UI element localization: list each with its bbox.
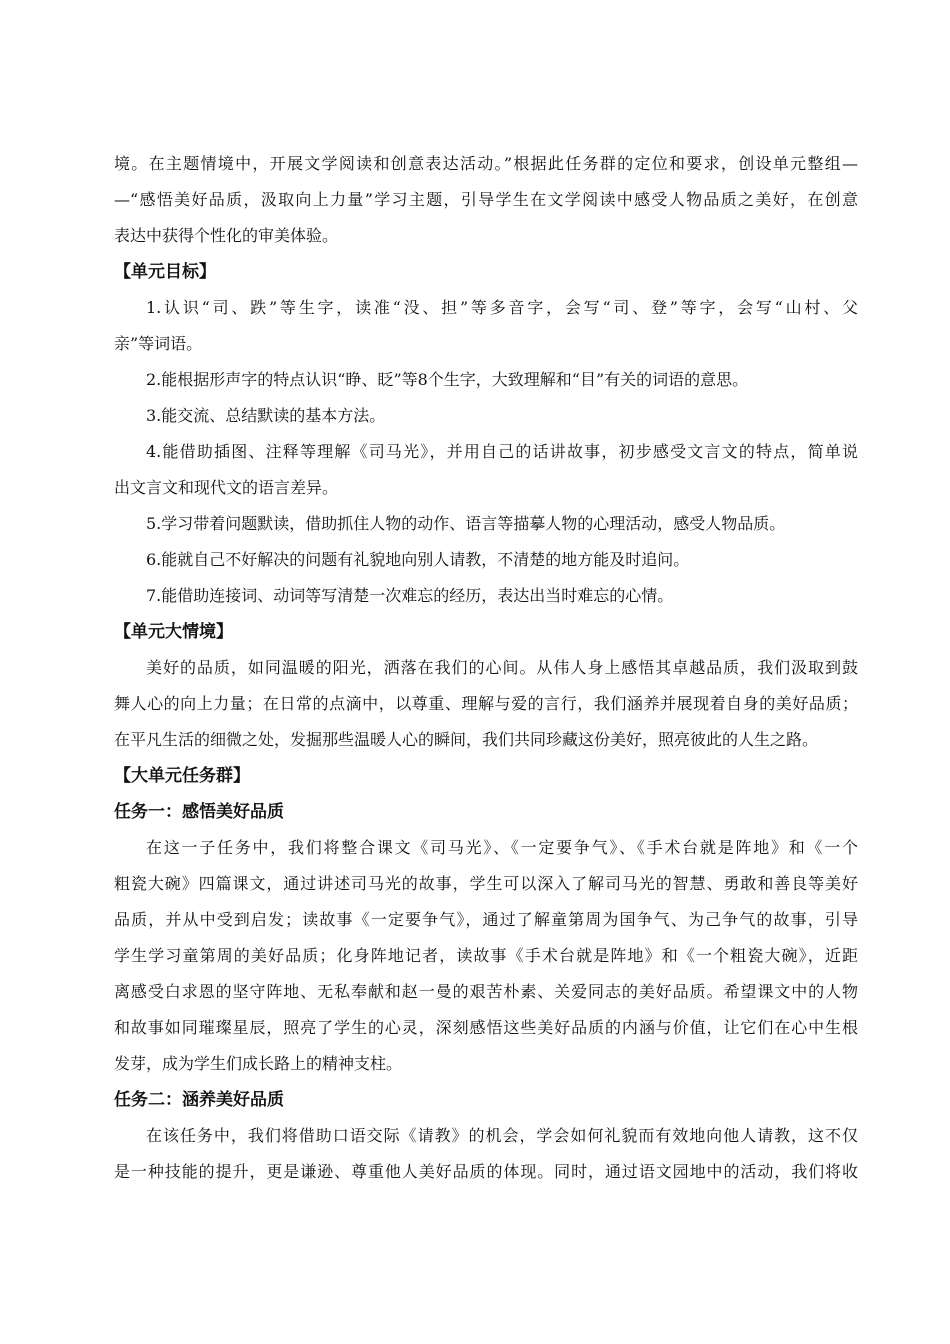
intro-line: 境。在主题情境中，开展文学阅读和创意表达活动。”根据此任务群的定位和要求，创设单元整组— — [114, 154, 858, 173]
context-line: 在平凡生活的细微之处，发掘那些温暖人心的瞬间，我们共同珍藏这份美好，照亮彼此的人生之路。 — [114, 730, 819, 749]
task1-line: 品质，并从中受到启发；读故事《一定要争气》，通过了解童第周为国争气、为己争气的故事，引导 — [114, 910, 858, 929]
section-heading-goals: 【单元目标】 — [114, 262, 216, 282]
intro-line: —“感悟美好品质，汲取向上力量”学习主题，引导学生在文学阅读中感受人物品质之美好，在创意 — [114, 190, 858, 209]
context-line: 美好的品质，如同温暖的阳光，洒落在我们的心间。从伟人身上感悟其卓越品质，我们汲取到鼓 — [146, 658, 858, 677]
goal-line: 出文言文和现代文的语言差异。 — [114, 478, 339, 497]
task2-line: 是一种技能的提升，更是谦逊、尊重他人美好品质的体现。同时，通过语文园地中的活动，我们将收 — [114, 1162, 858, 1181]
task1-line: 粗瓷大碗》四篇课文，通过讲述司马光的故事，学生可以深入了解司马光的智慧、勇敢和善良等美好 — [114, 874, 858, 893]
goal-line: 3.能交流、总结默读的基本方法。 — [146, 406, 386, 425]
task1-line: 在这一子任务中，我们将整合课文《司马光》、《一定要争气》、《手术台就是阵地》和《一个 — [146, 838, 858, 857]
task1-line: 学生学习童第周的美好品质；化身阵地记者，读故事《手术台就是阵地》和《一个粗瓷大碗》，近距 — [114, 946, 858, 965]
goal-line: 2.能根据形声字的特点认识“睁、眨”等8个生字，大致理解和“目”有关的词语的意思。 — [146, 370, 749, 389]
goal-line: 1.认识“司、跌”等生字，读准“没、担”等多音字，会写“司、登”等字，会写“山村、父 — [146, 298, 858, 317]
task2-heading: 任务二：涵养美好品质 — [114, 1090, 284, 1110]
section-heading-tasks: 【大单元任务群】 — [114, 766, 250, 786]
task2-line: 在该任务中，我们将借助口语交际《请教》的机会，学会如何礼貌而有效地向他人请教，这不仅 — [146, 1126, 858, 1145]
task1-line: 发芽，成为学生们成长路上的精神支柱。 — [114, 1054, 403, 1073]
task1-line: 离感受白求恩的坚守阵地、无私奉献和赵一曼的艰苦朴素、关爱同志的美好品质。希望课文中的人物 — [114, 982, 858, 1001]
document-body — [114, 146, 858, 1190]
goal-line: 5.学习带着问题默读，借助抓住人物的动作、语言等描摹人物的心理活动，感受人物品质。 — [146, 514, 786, 533]
section-heading-context: 【单元大情境】 — [114, 622, 233, 642]
goal-line: 4.能借助插图、注释等理解《司马光》，并用自己的话讲故事，初步感受文言文的特点，简单说 — [146, 442, 858, 461]
goal-line: 亲”等词语。 — [114, 334, 203, 353]
intro-line: 表达中获得个性化的审美体验。 — [114, 226, 339, 245]
task1-line: 和故事如同璀璨星辰，照亮了学生的心灵，深刻感悟这些美好品质的内涵与价值，让它们在心中生根 — [114, 1018, 858, 1037]
task1-heading: 任务一：感悟美好品质 — [114, 802, 284, 822]
goal-line: 6.能就自己不好解决的问题有礼貌地向别人请教，不清楚的地方能及时追问。 — [146, 550, 690, 569]
context-line: 舞人心的向上力量；在日常的点滴中，以尊重、理解与爱的言行，我们涵养并展现着自身的美好品质； — [114, 694, 858, 713]
goal-line: 7.能借助连接词、动词等写清楚一次难忘的经历，表达出当时难忘的心情。 — [146, 586, 674, 605]
